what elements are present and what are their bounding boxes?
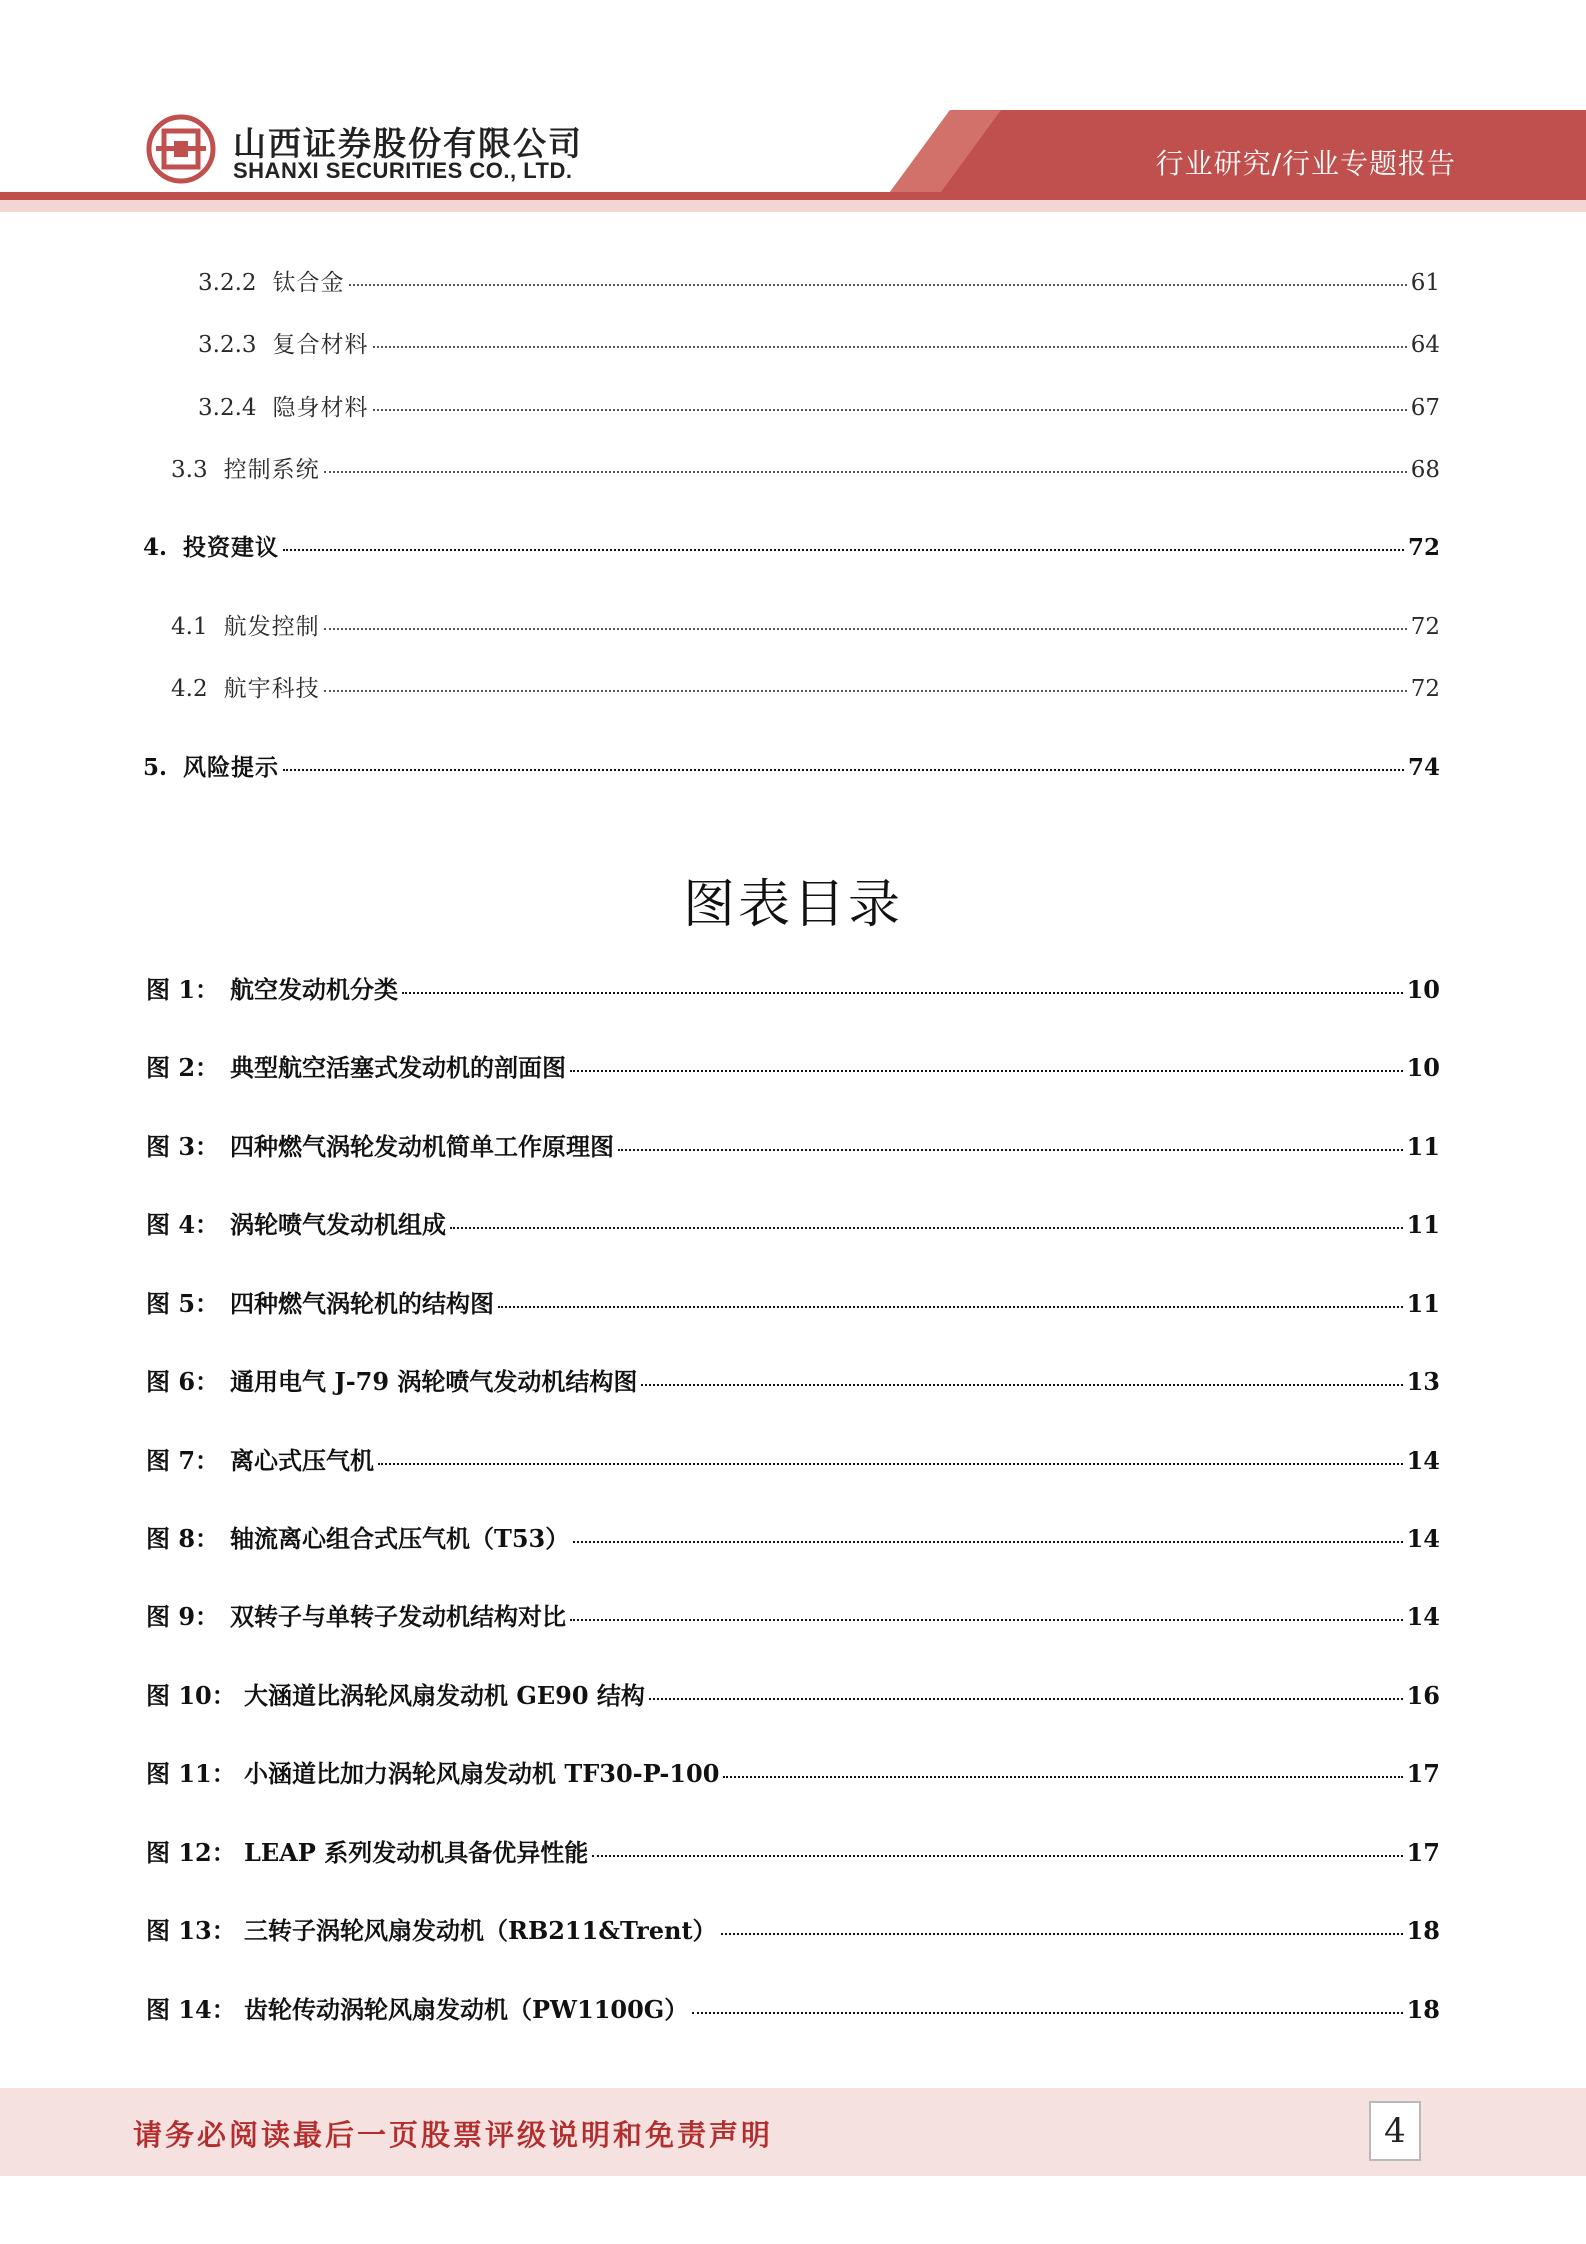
- figure-entry[interactable]: [146, 1597, 1440, 1632]
- figure-entry-page: 11: [1406, 1210, 1440, 1239]
- figure-entry-label: 航空发动机分类: [230, 975, 398, 1004]
- toc-entry[interactable]: [198, 389, 1440, 422]
- toc-leader-dots: [324, 628, 1407, 630]
- figure-entry[interactable]: [146, 1441, 1440, 1476]
- figure-entry-label: 轴流离心组合式压气机（T53）: [230, 1524, 570, 1553]
- figure-entry-page: 13: [1406, 1367, 1440, 1396]
- figure-entry[interactable]: [146, 1833, 1440, 1868]
- figure-entry-page: 14: [1406, 1446, 1440, 1475]
- figure-entry-number: 图 2：: [146, 1053, 220, 1082]
- figure-leader-dots: [573, 1541, 1402, 1543]
- figure-entry-label: 四种燃气涡轮机的结构图: [230, 1289, 494, 1318]
- figure-entry[interactable]: [146, 1990, 1440, 2025]
- figure-entry-number: 图 14：: [146, 1995, 236, 2024]
- toc-entry-page: 72: [1410, 614, 1440, 640]
- figure-entry-page: 11: [1406, 1132, 1440, 1161]
- figure-leader-dots: [649, 1698, 1403, 1700]
- figure-entry-label: 双转子与单转子发动机结构对比: [230, 1602, 566, 1631]
- toc-entry[interactable]: [198, 326, 1440, 359]
- figure-entry-label: LEAP 系列发动机具备优异性能: [244, 1838, 589, 1867]
- footer-disclaimer: 请务必阅读最后一页股票评级说明和免责声明: [133, 2118, 774, 2152]
- figure-entry-page: 11: [1406, 1289, 1440, 1318]
- toc-entry[interactable]: [143, 529, 1440, 562]
- toc-entry-page: 64: [1410, 332, 1440, 358]
- figure-leader-dots: [692, 2012, 1402, 2014]
- toc-entry[interactable]: [171, 451, 1440, 484]
- figure-leader-dots: [450, 1227, 1403, 1229]
- toc-entry-label: 投资建议: [183, 534, 280, 561]
- figure-entry-page: 14: [1406, 1602, 1440, 1631]
- toc-leader-dots: [283, 769, 1404, 771]
- toc-entry-number: 4.1: [171, 614, 208, 640]
- toc-entry-number: 5.: [143, 754, 168, 781]
- toc-entry-page: 61: [1410, 270, 1440, 296]
- toc-entry[interactable]: [143, 749, 1440, 782]
- toc-entry-number: 4.: [143, 534, 168, 561]
- toc-entry[interactable]: [171, 670, 1440, 703]
- figure-leader-dots: [570, 1070, 1403, 1072]
- company-name-en: SHANXI SECURITIES CO., LTD.: [233, 158, 573, 183]
- figure-leader-dots: [592, 1855, 1402, 1857]
- figure-entry-page: 18: [1406, 1995, 1440, 2024]
- toc-entry-page: 72: [1407, 534, 1440, 561]
- toc-entry[interactable]: [171, 608, 1440, 641]
- figure-entry-label: 典型航空活塞式发动机的剖面图: [230, 1053, 566, 1082]
- toc-leader-dots: [373, 346, 1407, 348]
- toc-entry-page: 67: [1410, 395, 1440, 421]
- figure-entry-page: 14: [1406, 1524, 1440, 1553]
- figure-entry[interactable]: [146, 1911, 1440, 1946]
- figure-entry-page: 10: [1406, 1053, 1440, 1082]
- company-name-cn: 山西证券股份有限公司: [233, 124, 583, 163]
- figure-entry-number: 图 12：: [146, 1838, 236, 1867]
- figure-entry-number: 图 6：: [146, 1367, 220, 1396]
- toc-entry[interactable]: [198, 264, 1440, 297]
- figure-entry-label: 小涵道比加力涡轮风扇发动机 TF30-P-100: [244, 1759, 720, 1788]
- figure-entry-number: 图 3：: [146, 1132, 220, 1161]
- page-header: [0, 0, 1586, 215]
- figure-entry[interactable]: [146, 1676, 1440, 1711]
- figure-entry-label: 离心式压气机: [230, 1446, 374, 1475]
- toc-leader-dots: [324, 471, 1407, 473]
- toc-entry-number: 3.2.2: [198, 270, 257, 296]
- figure-entry-label: 四种燃气涡轮发动机简单工作原理图: [230, 1132, 614, 1161]
- toc-leader-dots: [349, 284, 1407, 286]
- page-number: 4: [1369, 2101, 1421, 2161]
- figure-entry-number: 图 8：: [146, 1524, 220, 1553]
- figure-entry-number: 图 9：: [146, 1602, 220, 1631]
- figure-entry-page: 18: [1406, 1916, 1440, 1945]
- figure-entry[interactable]: [146, 1205, 1440, 1240]
- figure-entry-page: 16: [1406, 1681, 1440, 1710]
- figure-leader-dots: [721, 1933, 1403, 1935]
- figure-leader-dots: [498, 1306, 1403, 1308]
- toc-entry-label: 航宇科技: [223, 676, 320, 702]
- figure-entry-number: 图 11：: [146, 1759, 236, 1788]
- figures-section-title: 图表目录: [682, 875, 903, 935]
- figure-leader-dots: [618, 1149, 1403, 1151]
- figure-entry-label: 大涵道比涡轮风扇发动机 GE90 结构: [244, 1681, 645, 1710]
- figure-leader-dots: [723, 1776, 1402, 1778]
- figure-entry-label: 涡轮喷气发动机组成: [230, 1210, 446, 1239]
- toc-entry-label: 钛合金: [272, 270, 345, 296]
- toc-entry-number: 3.2.4: [198, 395, 257, 421]
- figure-entry-number: 图 4：: [146, 1210, 220, 1239]
- toc-leader-dots: [373, 409, 1407, 411]
- toc-entry-page: 68: [1410, 457, 1440, 483]
- toc-leader-dots: [283, 549, 1404, 551]
- figure-leader-dots: [402, 992, 1403, 994]
- figure-leader-dots: [378, 1463, 1403, 1465]
- figure-entry[interactable]: [146, 1519, 1440, 1554]
- figure-leader-dots: [641, 1384, 1402, 1386]
- toc-entry-label: 航发控制: [223, 614, 320, 640]
- toc-entry-label: 复合材料: [272, 332, 369, 358]
- figure-entry-number: 图 7：: [146, 1446, 220, 1475]
- figure-entry-label: 三转子涡轮风扇发动机（RB211&Trent）: [244, 1916, 717, 1945]
- figure-entry-page: 17: [1406, 1838, 1440, 1867]
- toc-entry-number: 4.2: [171, 676, 208, 702]
- report-type-label: 行业研究/行业专题报告: [1155, 147, 1456, 180]
- figure-entry-number: 图 10：: [146, 1681, 236, 1710]
- figure-entry[interactable]: [146, 1362, 1440, 1397]
- toc-entry-number: 3.2.3: [198, 332, 257, 358]
- company-logo-icon: [146, 114, 216, 184]
- toc-entry-label: 风险提示: [183, 754, 280, 781]
- figure-entry-label: 齿轮传动涡轮风扇发动机（PW1100G）: [244, 1995, 689, 2024]
- figure-entry[interactable]: [146, 970, 1440, 1005]
- figure-entry-number: 图 1：: [146, 975, 220, 1004]
- toc-entry-label: 隐身材料: [272, 395, 369, 421]
- toc-entry-page: 72: [1410, 676, 1440, 702]
- figure-entry[interactable]: [146, 1048, 1440, 1083]
- figure-leader-dots: [570, 1619, 1403, 1621]
- figure-entry-page: 10: [1406, 975, 1440, 1004]
- figure-entry-number: 图 5：: [146, 1289, 220, 1318]
- toc-entry-page: 74: [1407, 754, 1440, 781]
- toc-entry-number: 3.3: [171, 457, 208, 483]
- figure-entry[interactable]: [146, 1284, 1440, 1319]
- figure-entry[interactable]: [146, 1127, 1440, 1162]
- figure-entry-page: 17: [1406, 1759, 1440, 1788]
- figure-entry-label: 通用电气 J-79 涡轮喷气发动机结构图: [230, 1367, 638, 1396]
- toc-entry-label: 控制系统: [223, 457, 320, 483]
- figure-entry-number: 图 13：: [146, 1916, 236, 1945]
- figure-entry[interactable]: [146, 1754, 1440, 1789]
- toc-leader-dots: [324, 690, 1407, 692]
